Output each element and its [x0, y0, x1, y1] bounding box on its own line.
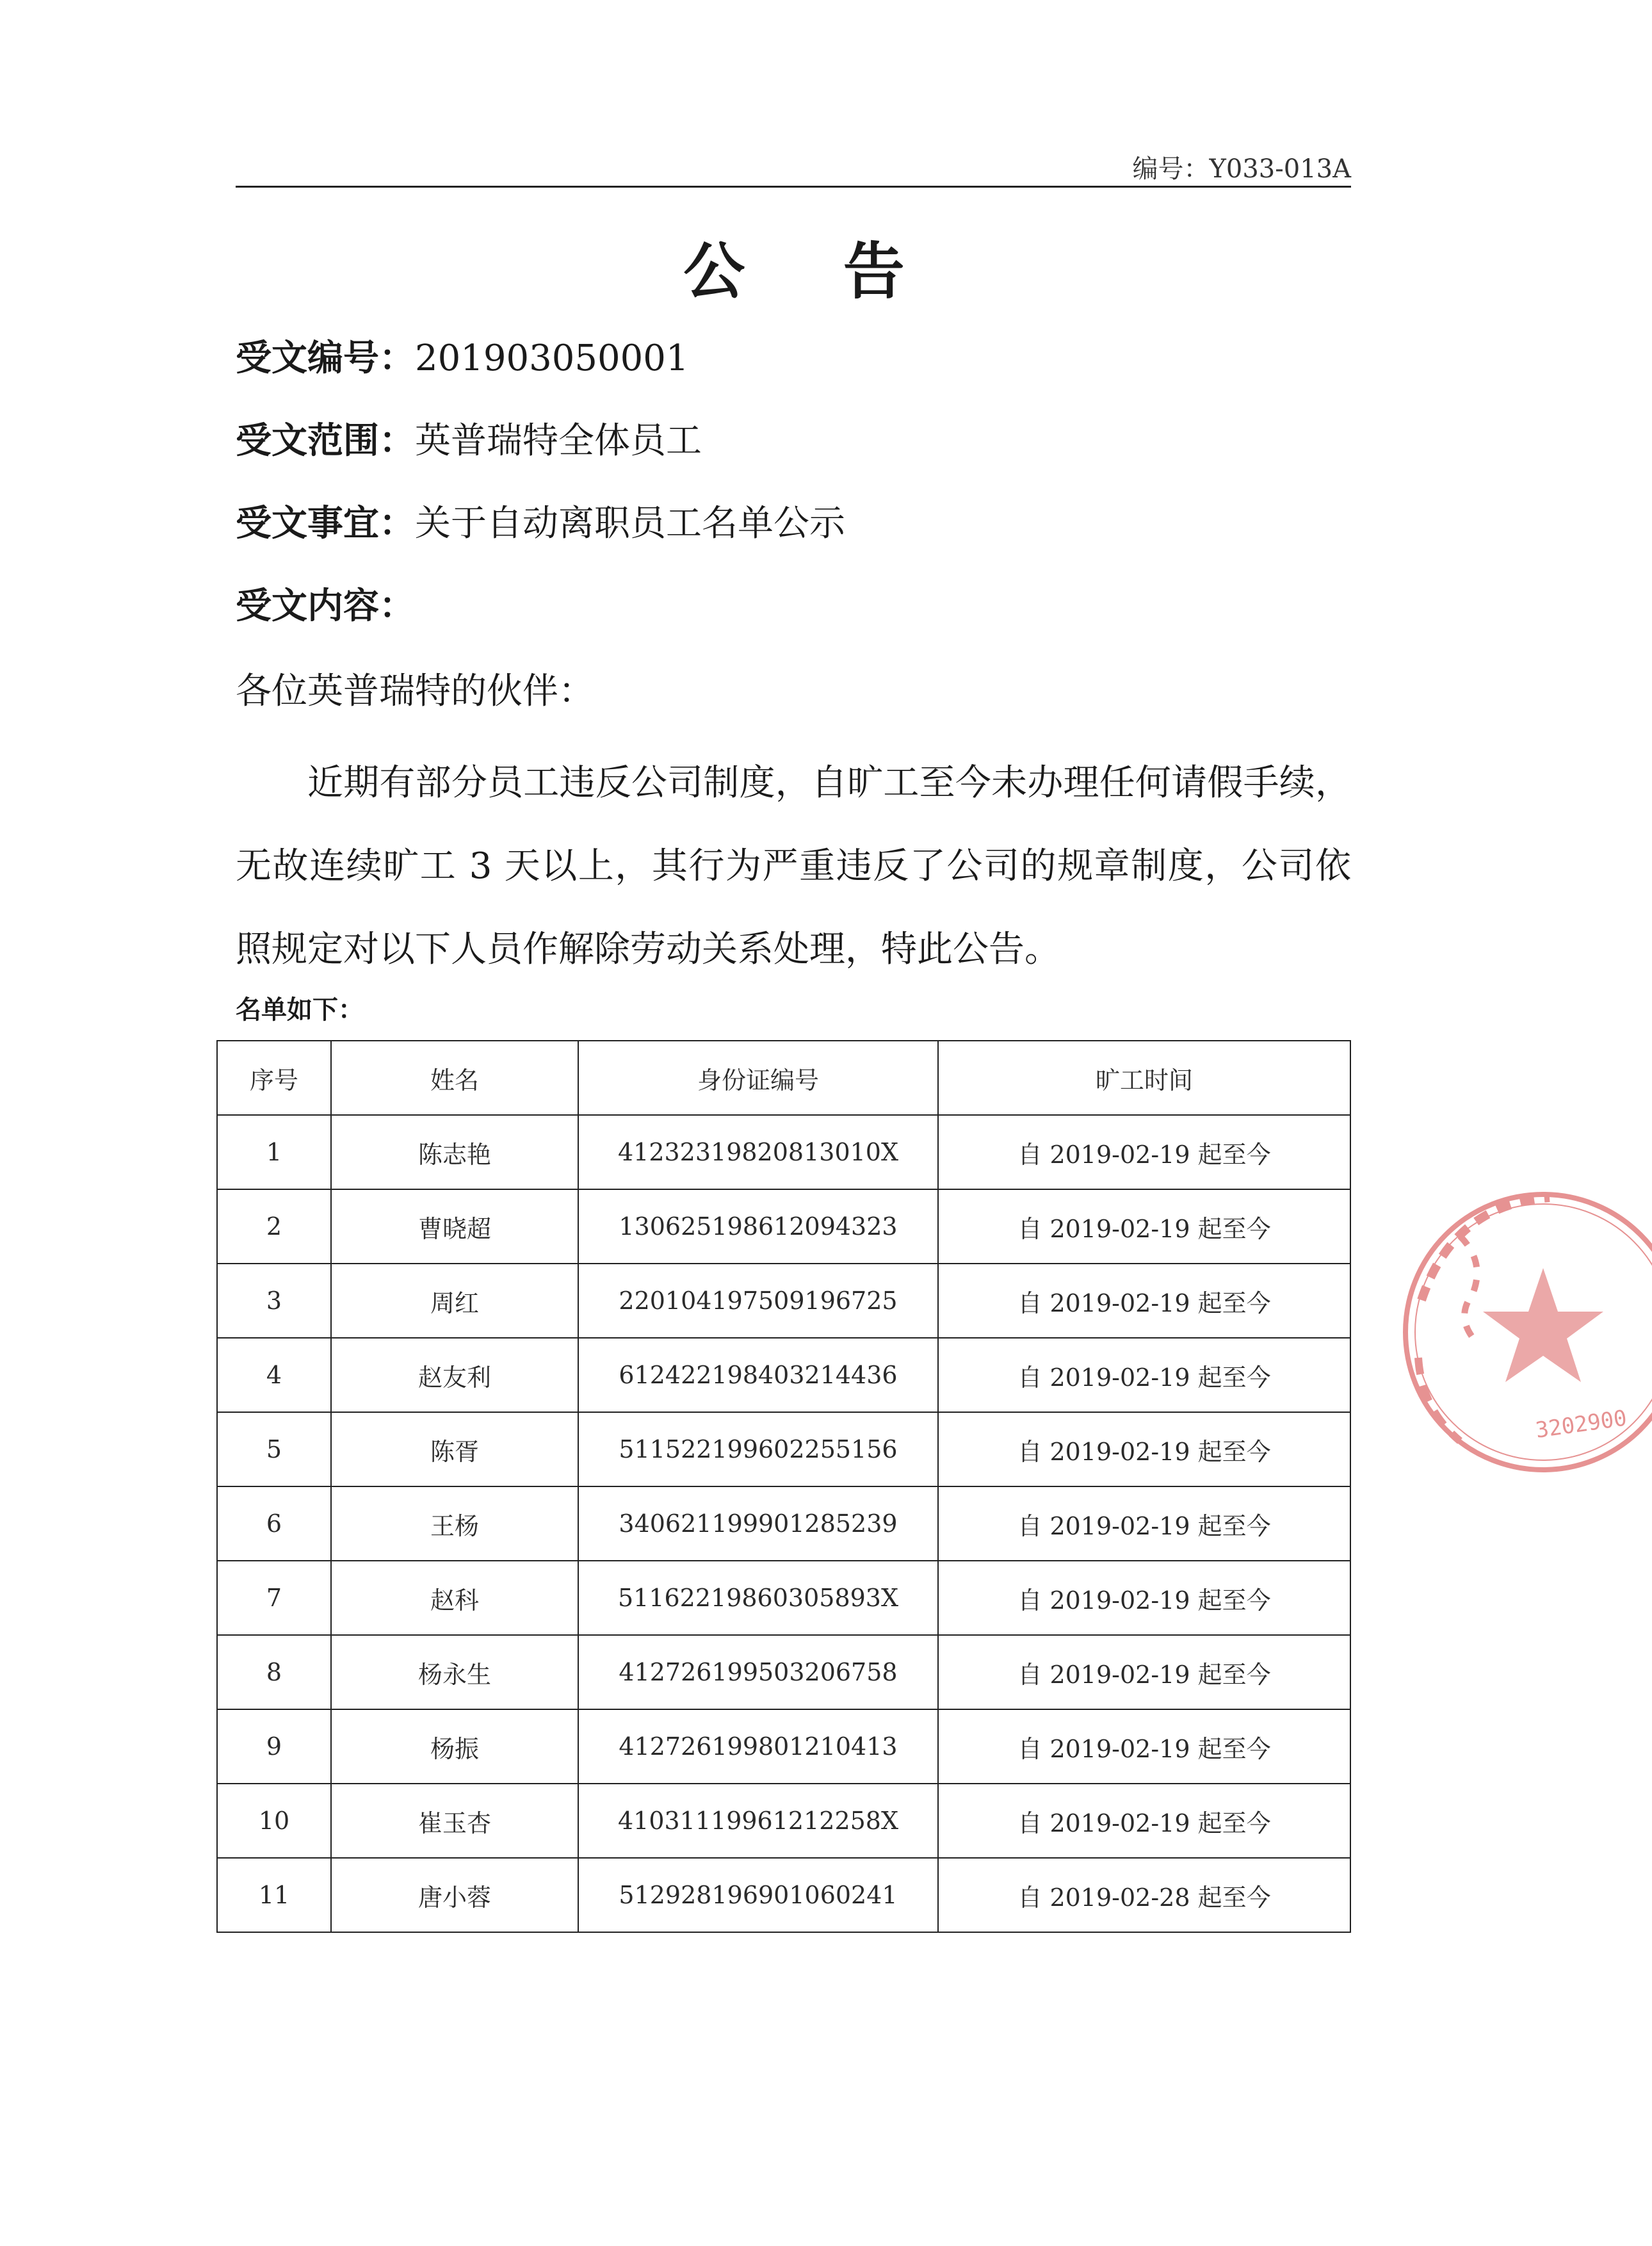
document-code: 编号：Y033-013A — [1132, 154, 1351, 184]
cell-absence-period: 自 2019-02-19 起至今 — [938, 1189, 1350, 1264]
cell-absence-period: 自 2019-02-19 起至今 — [938, 1635, 1350, 1709]
cell-index: 2 — [217, 1189, 331, 1264]
list-heading: 名单如下： — [236, 995, 364, 1025]
table-row — [217, 1635, 1350, 1709]
table-header-row — [217, 1041, 1350, 1115]
field-recipients — [236, 412, 702, 464]
cell-id-number: 41232319820813010X — [578, 1115, 938, 1189]
cell-absence-period: 自 2019-02-19 起至今 — [938, 1412, 1350, 1486]
header-absence-period: 旷工时间 — [938, 1041, 1350, 1115]
table-row — [217, 1709, 1350, 1784]
cell-absence-period: 自 2019-02-19 起至今 — [938, 1264, 1350, 1338]
header-id-number: 身份证编号 — [578, 1041, 938, 1115]
table-row — [217, 1189, 1350, 1264]
table-row — [217, 1338, 1350, 1412]
page-title: 公 告 — [683, 236, 943, 307]
field-value: 201903050001 — [415, 338, 689, 379]
company-seal-icon — [1383, 1166, 1652, 1499]
table-row — [217, 1264, 1350, 1338]
cell-absence-period: 自 2019-02-19 起至今 — [938, 1115, 1350, 1189]
cell-absence-period: 自 2019-02-19 起至今 — [938, 1486, 1350, 1561]
field-value: 关于自动离职员工名单公示 — [415, 503, 845, 544]
cell-name: 唐小蓉 — [331, 1858, 578, 1932]
cell-name: 陈志艳 — [331, 1115, 578, 1189]
cell-name: 曹晓超 — [331, 1189, 578, 1264]
cell-index: 9 — [217, 1709, 331, 1784]
cell-absence-period: 自 2019-02-19 起至今 — [938, 1784, 1350, 1858]
field-value: 英普瑞特全体员工 — [415, 420, 702, 462]
cell-id-number: 612422198403214436 — [578, 1338, 938, 1412]
table-body — [217, 1115, 1350, 1932]
cell-name: 杨振 — [331, 1709, 578, 1784]
table-row — [217, 1784, 1350, 1858]
cell-index: 1 — [217, 1115, 331, 1189]
cell-index: 7 — [217, 1561, 331, 1635]
cell-id-number: 220104197509196725 — [578, 1264, 938, 1338]
cell-name: 王杨 — [331, 1486, 578, 1561]
field-label: 受文事宜： — [236, 503, 415, 544]
employee-table — [216, 1040, 1351, 1933]
field-content — [236, 578, 415, 629]
cell-absence-period: 自 2019-02-19 起至今 — [938, 1338, 1350, 1412]
table-row — [217, 1486, 1350, 1561]
cell-index: 10 — [217, 1784, 331, 1858]
cell-id-number: 512928196901060241 — [578, 1858, 938, 1932]
seal-code: 3202900 — [1534, 1405, 1629, 1444]
cell-id-number: 130625198612094323 — [578, 1189, 938, 1264]
cell-index: 8 — [217, 1635, 331, 1709]
greeting: 各位英普瑞特的伙伴： — [236, 671, 594, 712]
cell-id-number: 511522199602255156 — [578, 1412, 938, 1486]
header-name: 姓名 — [331, 1041, 578, 1115]
field-document-number — [236, 330, 689, 381]
cell-absence-period: 自 2019-02-28 起至今 — [938, 1858, 1350, 1932]
cell-id-number: 412726199801210413 — [578, 1709, 938, 1784]
cell-id-number: 340621199901285239 — [578, 1486, 938, 1561]
cell-index: 3 — [217, 1264, 331, 1338]
table-row — [217, 1412, 1350, 1486]
field-label: 受文编号： — [236, 338, 415, 379]
field-subject — [236, 495, 845, 546]
header-rule — [236, 186, 1351, 188]
cell-name: 杨永生 — [331, 1635, 578, 1709]
field-label: 受文内容： — [236, 585, 415, 627]
cell-id-number: 51162219860305893X — [578, 1561, 938, 1635]
cell-index: 4 — [217, 1338, 331, 1412]
cell-name: 赵科 — [331, 1561, 578, 1635]
cell-index: 11 — [217, 1858, 331, 1932]
field-label: 受文范围： — [236, 420, 415, 462]
notice-body: 近期有部分员工违反公司制度，自旷工至今未办理任何请假手续，无故连续旷工 3 天以上，其行为严重违反了公司的规章制度，公司依照规定对以下人员作解除劳动关系处理，特此公告。 — [236, 762, 1351, 970]
header-index: 序号 — [217, 1041, 331, 1115]
cell-id-number: 41031119961212258X — [578, 1784, 938, 1858]
cell-name: 赵友利 — [331, 1338, 578, 1412]
cell-name: 崔玉杏 — [331, 1784, 578, 1858]
cell-index: 5 — [217, 1412, 331, 1486]
cell-id-number: 412726199503206758 — [578, 1635, 938, 1709]
cell-name: 陈胥 — [331, 1412, 578, 1486]
cell-index: 6 — [217, 1486, 331, 1561]
table-row — [217, 1561, 1350, 1635]
table-row — [217, 1858, 1350, 1932]
table-row — [217, 1115, 1350, 1189]
cell-name: 周红 — [331, 1264, 578, 1338]
cell-absence-period: 自 2019-02-19 起至今 — [938, 1709, 1350, 1784]
cell-absence-period: 自 2019-02-19 起至今 — [938, 1561, 1350, 1635]
